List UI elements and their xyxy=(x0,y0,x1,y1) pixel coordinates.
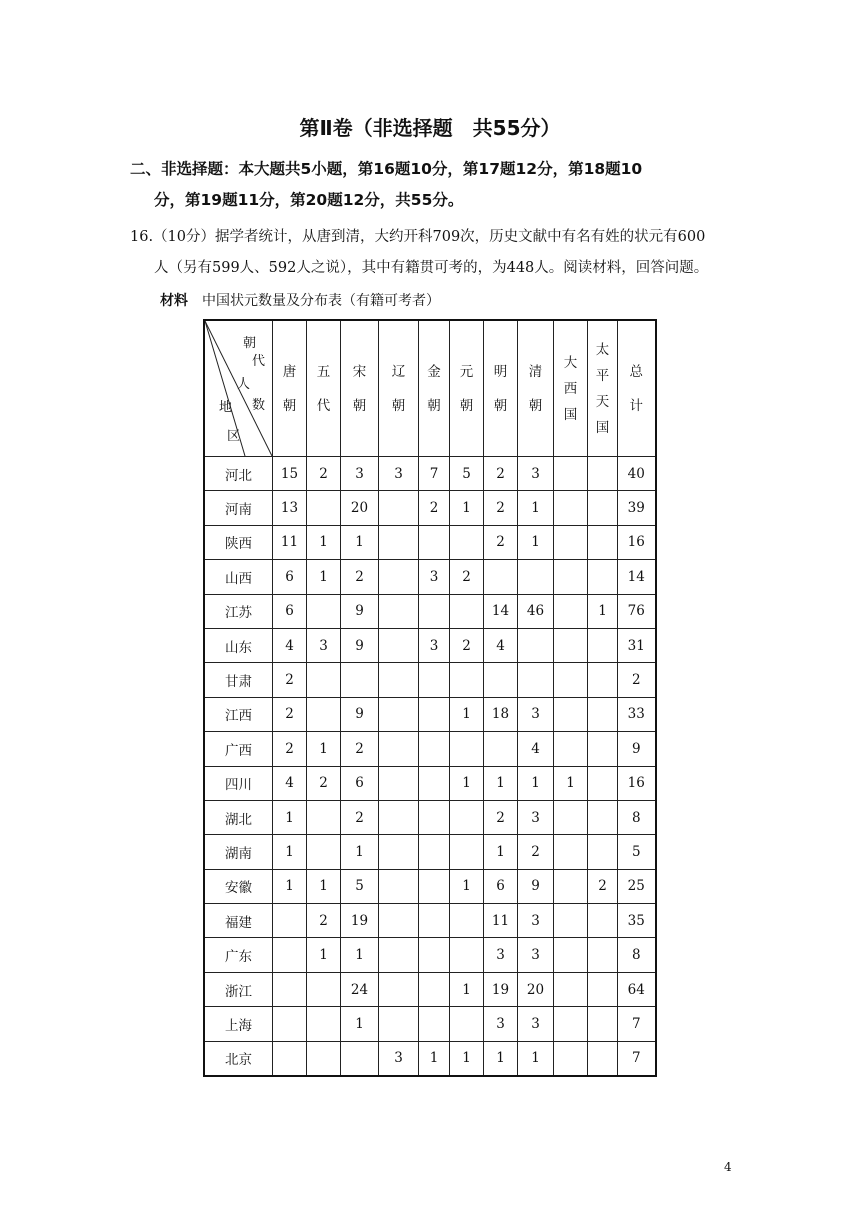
count-cell xyxy=(379,904,419,938)
table-row xyxy=(204,766,656,800)
count-cell xyxy=(588,491,618,525)
total-cell: 64 xyxy=(618,972,656,1006)
table-row xyxy=(204,1041,656,1076)
count-cell: 6 xyxy=(341,766,379,800)
count-cell: 1 xyxy=(307,938,341,972)
count-cell: 6 xyxy=(273,560,307,594)
region-cell: 安徽 xyxy=(204,869,273,903)
count-cell: 2 xyxy=(307,766,341,800)
count-cell: 2 xyxy=(419,491,450,525)
table-row xyxy=(204,697,656,731)
region-cell: 湖南 xyxy=(204,835,273,869)
table-row xyxy=(204,800,656,834)
count-cell xyxy=(419,835,450,869)
count-cell xyxy=(379,800,419,834)
count-cell xyxy=(518,628,554,662)
region-cell: 山西 xyxy=(204,560,273,594)
count-cell: 1 xyxy=(273,869,307,903)
table-row xyxy=(204,560,656,594)
count-cell xyxy=(588,560,618,594)
count-cell: 1 xyxy=(518,1041,554,1076)
count-cell: 19 xyxy=(484,972,518,1006)
count-cell xyxy=(273,972,307,1006)
count-cell: 1 xyxy=(484,766,518,800)
count-cell xyxy=(419,800,450,834)
corner-label-qu: 区 xyxy=(227,429,241,444)
count-cell: 15 xyxy=(273,457,307,491)
count-cell: 2 xyxy=(273,697,307,731)
table-row xyxy=(204,732,656,766)
section-heading-line-2: 分，第19题11分，第20题12分，共55分。 xyxy=(154,191,464,209)
region-cell: 广西 xyxy=(204,732,273,766)
header-total: 总计 xyxy=(618,320,656,457)
count-cell xyxy=(341,1041,379,1076)
count-cell xyxy=(419,663,450,697)
question-line-2: 人（另有599人、592人之说），其中有籍贯可考的，为448人。阅读材料，回答问题。 xyxy=(154,260,709,276)
region-cell: 北京 xyxy=(204,1041,273,1076)
count-cell xyxy=(307,1041,341,1076)
count-cell: 11 xyxy=(273,525,307,559)
total-cell: 7 xyxy=(618,1041,656,1076)
table-corner-cell xyxy=(204,320,273,457)
count-cell: 3 xyxy=(379,1041,419,1076)
count-cell xyxy=(307,835,341,869)
total-cell: 2 xyxy=(618,663,656,697)
count-cell: 3 xyxy=(518,1007,554,1041)
count-cell xyxy=(419,972,450,1006)
total-cell: 35 xyxy=(618,904,656,938)
header-qing: 清朝 xyxy=(518,320,554,457)
count-cell xyxy=(273,938,307,972)
count-cell xyxy=(588,835,618,869)
count-cell xyxy=(588,972,618,1006)
count-cell xyxy=(379,972,419,1006)
count-cell: 2 xyxy=(273,732,307,766)
material-label: 材料 xyxy=(160,293,188,309)
header-daxiguo: 大西国 xyxy=(554,320,588,457)
count-cell: 2 xyxy=(484,800,518,834)
count-cell xyxy=(379,663,419,697)
count-cell: 6 xyxy=(273,594,307,628)
count-cell xyxy=(419,766,450,800)
count-cell xyxy=(379,869,419,903)
zhuangyuan-distribution-table xyxy=(203,319,657,1077)
count-cell xyxy=(554,560,588,594)
total-cell: 31 xyxy=(618,628,656,662)
count-cell xyxy=(379,938,419,972)
total-cell: 8 xyxy=(618,800,656,834)
header-tang: 唐朝 xyxy=(273,320,307,457)
region-cell: 湖北 xyxy=(204,800,273,834)
total-cell: 33 xyxy=(618,697,656,731)
count-cell: 1 xyxy=(341,938,379,972)
count-cell: 1 xyxy=(450,491,484,525)
count-cell: 3 xyxy=(484,938,518,972)
count-cell xyxy=(307,663,341,697)
count-cell: 14 xyxy=(484,594,518,628)
count-cell xyxy=(379,628,419,662)
count-cell: 2 xyxy=(307,457,341,491)
count-cell xyxy=(554,904,588,938)
table-row xyxy=(204,835,656,869)
count-cell xyxy=(307,697,341,731)
count-cell: 1 xyxy=(588,594,618,628)
region-cell: 山东 xyxy=(204,628,273,662)
region-cell: 甘肃 xyxy=(204,663,273,697)
table-row xyxy=(204,491,656,525)
table-row xyxy=(204,594,656,628)
count-cell: 1 xyxy=(484,1041,518,1076)
count-cell xyxy=(554,869,588,903)
total-cell: 5 xyxy=(618,835,656,869)
count-cell: 20 xyxy=(518,972,554,1006)
region-cell: 福建 xyxy=(204,904,273,938)
count-cell: 1 xyxy=(450,1041,484,1076)
count-cell xyxy=(554,525,588,559)
count-cell: 1 xyxy=(307,560,341,594)
material-caption xyxy=(160,290,440,310)
count-cell xyxy=(554,663,588,697)
question-16-text xyxy=(130,222,740,284)
count-cell xyxy=(450,594,484,628)
count-cell: 1 xyxy=(518,491,554,525)
count-cell: 2 xyxy=(450,560,484,594)
count-cell xyxy=(419,938,450,972)
corner-label-shu: 数 xyxy=(252,398,266,413)
count-cell xyxy=(588,1041,618,1076)
region-cell: 江苏 xyxy=(204,594,273,628)
count-cell: 3 xyxy=(341,457,379,491)
count-cell xyxy=(419,732,450,766)
count-cell: 24 xyxy=(341,972,379,1006)
region-cell: 广东 xyxy=(204,938,273,972)
total-cell: 7 xyxy=(618,1007,656,1041)
count-cell xyxy=(554,1041,588,1076)
count-cell xyxy=(588,766,618,800)
corner-label-dai: 代 xyxy=(252,354,266,369)
table-row xyxy=(204,457,656,491)
count-cell: 9 xyxy=(341,594,379,628)
count-cell xyxy=(554,938,588,972)
count-cell: 3 xyxy=(307,628,341,662)
count-cell xyxy=(307,972,341,1006)
count-cell xyxy=(518,663,554,697)
count-cell: 2 xyxy=(518,835,554,869)
count-cell: 1 xyxy=(307,869,341,903)
count-cell: 4 xyxy=(518,732,554,766)
count-cell xyxy=(554,457,588,491)
count-cell: 1 xyxy=(419,1041,450,1076)
count-cell: 2 xyxy=(341,560,379,594)
table-row xyxy=(204,663,656,697)
header-taipingtianguo: 太平天国 xyxy=(588,320,618,457)
count-cell: 3 xyxy=(518,697,554,731)
count-cell: 3 xyxy=(518,457,554,491)
count-cell: 4 xyxy=(484,628,518,662)
table-row xyxy=(204,869,656,903)
section-heading-line-1: 二、非选择题：本大题共5小题，第16题10分，第17题12分，第18题10 xyxy=(130,160,643,178)
count-cell: 20 xyxy=(341,491,379,525)
count-cell xyxy=(450,835,484,869)
count-cell: 11 xyxy=(484,904,518,938)
count-cell xyxy=(588,800,618,834)
count-cell xyxy=(588,732,618,766)
count-cell xyxy=(379,835,419,869)
total-cell: 16 xyxy=(618,766,656,800)
count-cell xyxy=(554,835,588,869)
count-cell xyxy=(588,525,618,559)
region-cell: 河北 xyxy=(204,457,273,491)
count-cell: 1 xyxy=(307,732,341,766)
count-cell: 1 xyxy=(450,869,484,903)
total-cell: 76 xyxy=(618,594,656,628)
count-cell xyxy=(554,732,588,766)
count-cell xyxy=(379,1007,419,1041)
count-cell xyxy=(450,800,484,834)
region-cell: 陕西 xyxy=(204,525,273,559)
count-cell xyxy=(419,904,450,938)
count-cell xyxy=(588,904,618,938)
count-cell xyxy=(588,697,618,731)
material-title: 中国状元数量及分布表（有籍可考者） xyxy=(202,293,440,309)
count-cell xyxy=(588,663,618,697)
count-cell xyxy=(554,800,588,834)
count-cell xyxy=(588,1007,618,1041)
table-row xyxy=(204,904,656,938)
region-cell: 江西 xyxy=(204,697,273,731)
count-cell: 1 xyxy=(273,835,307,869)
header-wudai: 五代 xyxy=(307,320,341,457)
count-cell xyxy=(379,697,419,731)
count-cell xyxy=(307,491,341,525)
count-cell: 2 xyxy=(341,732,379,766)
page-title: 第Ⅱ卷（非选择题 共55分） xyxy=(299,116,561,140)
count-cell xyxy=(419,1007,450,1041)
region-cell: 浙江 xyxy=(204,972,273,1006)
count-cell xyxy=(379,766,419,800)
section-heading xyxy=(130,154,740,216)
count-cell: 1 xyxy=(554,766,588,800)
count-cell: 1 xyxy=(341,835,379,869)
count-cell: 9 xyxy=(341,628,379,662)
table-row xyxy=(204,972,656,1006)
count-cell: 6 xyxy=(484,869,518,903)
count-cell: 1 xyxy=(450,766,484,800)
count-cell: 1 xyxy=(341,525,379,559)
count-cell: 1 xyxy=(341,1007,379,1041)
total-cell: 25 xyxy=(618,869,656,903)
count-cell: 2 xyxy=(484,457,518,491)
count-cell: 1 xyxy=(518,525,554,559)
table-row xyxy=(204,1007,656,1041)
count-cell: 2 xyxy=(484,491,518,525)
total-cell: 9 xyxy=(618,732,656,766)
corner-label-chao: 朝 xyxy=(243,336,257,351)
count-cell xyxy=(419,869,450,903)
count-cell xyxy=(484,732,518,766)
count-cell: 1 xyxy=(273,800,307,834)
corner-label-di: 地 xyxy=(219,400,233,415)
count-cell xyxy=(419,594,450,628)
region-cell: 河南 xyxy=(204,491,273,525)
count-cell xyxy=(554,491,588,525)
count-cell xyxy=(419,697,450,731)
header-jin: 金朝 xyxy=(419,320,450,457)
count-cell: 3 xyxy=(419,628,450,662)
count-cell xyxy=(450,663,484,697)
count-cell: 3 xyxy=(484,1007,518,1041)
count-cell: 9 xyxy=(341,697,379,731)
count-cell: 2 xyxy=(588,869,618,903)
table-header-row xyxy=(204,320,656,457)
question-line-1: 16.（10分）据学者统计，从唐到清，大约开科709次，历史文献中有名有姓的状元有600 xyxy=(130,229,706,245)
total-cell: 40 xyxy=(618,457,656,491)
count-cell xyxy=(450,1007,484,1041)
count-cell xyxy=(307,594,341,628)
count-cell xyxy=(307,1007,341,1041)
count-cell xyxy=(554,1007,588,1041)
count-cell xyxy=(450,938,484,972)
count-cell: 4 xyxy=(273,766,307,800)
count-cell: 4 xyxy=(273,628,307,662)
total-cell: 39 xyxy=(618,491,656,525)
count-cell xyxy=(273,1007,307,1041)
table-row xyxy=(204,525,656,559)
count-cell xyxy=(379,525,419,559)
count-cell xyxy=(554,972,588,1006)
count-cell xyxy=(588,938,618,972)
count-cell xyxy=(484,663,518,697)
count-cell: 7 xyxy=(419,457,450,491)
count-cell xyxy=(341,663,379,697)
count-cell xyxy=(273,904,307,938)
count-cell xyxy=(307,800,341,834)
count-cell xyxy=(554,697,588,731)
total-cell: 8 xyxy=(618,938,656,972)
count-cell xyxy=(484,560,518,594)
count-cell: 3 xyxy=(518,904,554,938)
total-cell: 16 xyxy=(618,525,656,559)
count-cell: 1 xyxy=(450,972,484,1006)
count-cell: 3 xyxy=(379,457,419,491)
count-cell xyxy=(379,594,419,628)
count-cell: 3 xyxy=(518,800,554,834)
header-yuan: 元朝 xyxy=(450,320,484,457)
count-cell xyxy=(554,628,588,662)
count-cell xyxy=(588,628,618,662)
corner-label-ren: 人 xyxy=(237,377,251,392)
count-cell xyxy=(450,732,484,766)
table-row xyxy=(204,628,656,662)
count-cell: 46 xyxy=(518,594,554,628)
count-cell: 5 xyxy=(450,457,484,491)
count-cell: 1 xyxy=(518,766,554,800)
count-cell: 2 xyxy=(484,525,518,559)
region-cell: 上海 xyxy=(204,1007,273,1041)
count-cell xyxy=(273,1041,307,1076)
table-body xyxy=(204,457,656,1077)
page-number: 4 xyxy=(724,1160,732,1174)
count-cell xyxy=(379,732,419,766)
total-cell: 14 xyxy=(618,560,656,594)
header-song: 宋朝 xyxy=(341,320,379,457)
count-cell xyxy=(379,491,419,525)
count-cell: 2 xyxy=(341,800,379,834)
header-liao: 辽朝 xyxy=(379,320,419,457)
count-cell: 3 xyxy=(419,560,450,594)
count-cell: 5 xyxy=(341,869,379,903)
count-cell xyxy=(450,904,484,938)
count-cell: 13 xyxy=(273,491,307,525)
count-cell xyxy=(518,560,554,594)
count-cell: 2 xyxy=(273,663,307,697)
count-cell xyxy=(588,457,618,491)
header-ming: 明朝 xyxy=(484,320,518,457)
count-cell: 1 xyxy=(450,697,484,731)
count-cell: 2 xyxy=(307,904,341,938)
count-cell xyxy=(554,594,588,628)
count-cell: 1 xyxy=(484,835,518,869)
count-cell: 18 xyxy=(484,697,518,731)
count-cell: 2 xyxy=(450,628,484,662)
count-cell: 19 xyxy=(341,904,379,938)
count-cell xyxy=(379,560,419,594)
count-cell: 1 xyxy=(307,525,341,559)
count-cell: 9 xyxy=(518,869,554,903)
count-cell xyxy=(419,525,450,559)
table-row xyxy=(204,938,656,972)
region-cell: 四川 xyxy=(204,766,273,800)
count-cell: 3 xyxy=(518,938,554,972)
count-cell xyxy=(450,525,484,559)
